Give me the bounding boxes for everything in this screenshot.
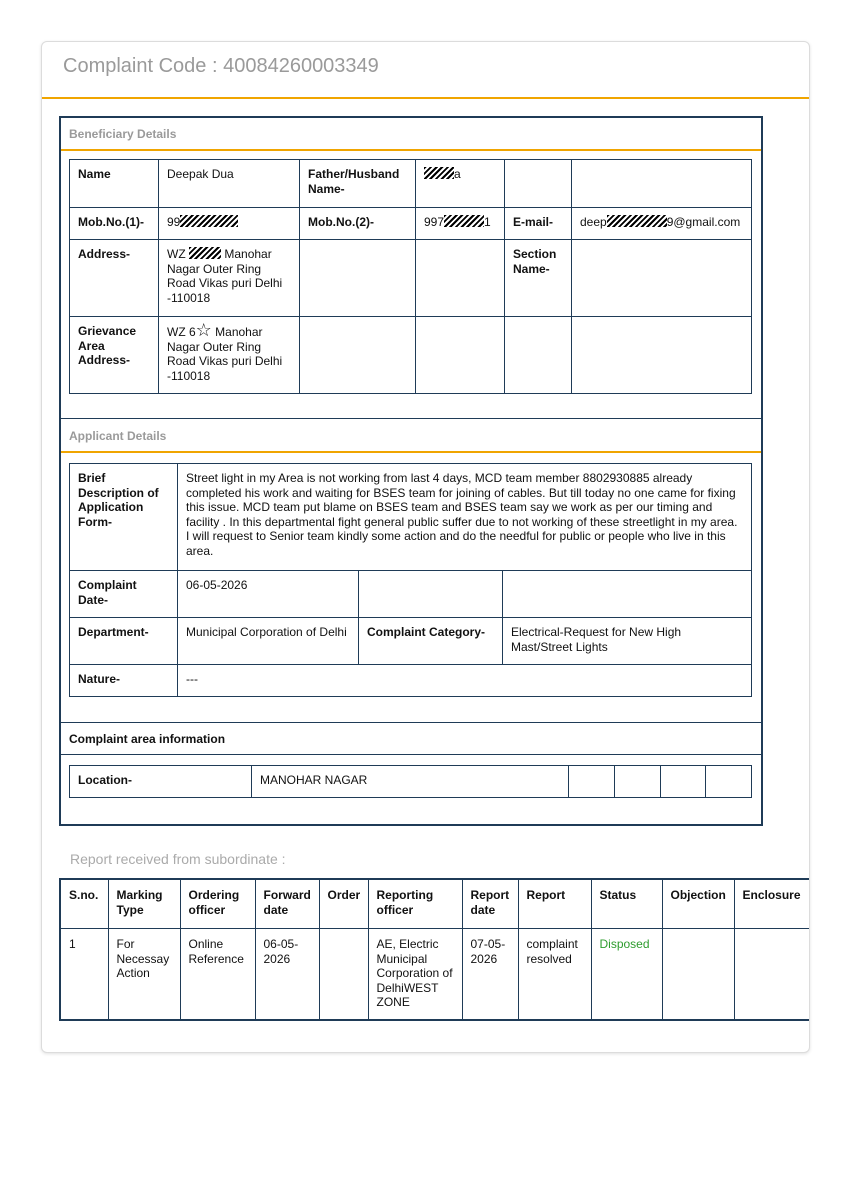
col-status: Status [591,879,662,929]
redaction-mark [444,215,484,227]
beneficiary-section [59,116,763,420]
department-value: Municipal Corporation of Delhi [178,618,359,665]
card-header [42,42,809,99]
father-value-suffix: a [454,167,461,181]
section-rule [61,451,761,453]
email-suffix: 9@gmail.com [666,215,741,229]
col-order: Order [319,879,368,929]
mob1-label: Mob.No.(1)- [70,208,159,240]
table-row [60,929,809,1021]
email-prefix: deep [580,215,607,229]
grievance-label: Grievance Area Address- [70,317,159,394]
col-sno: S.no. [60,879,108,929]
cell-sno: 1 [60,929,108,1021]
col-ordering-officer: Ordering officer [180,879,255,929]
beneficiary-table [69,159,752,394]
brief-value: Street light in my Area is not working from last 4 days, MCD team member 8802930885 already completed his work and waiting for BSES team for joining of cables. But till today no one came for fixing this issue. MCD team put blame on BSES team and BSES team say we work as per our timing and facility . In this departmental fight general public suffer due to not working of these streetlight in my area. I will request to Senior team kindly some action and do the needful for public or people who live in this area. [178,464,752,571]
address-value [159,240,300,317]
area-title: Complaint area information [69,732,226,746]
grievance-value [159,317,300,394]
address-label: Address- [70,240,159,317]
grievance-prefix: WZ 6 [167,325,196,339]
col-enclosure: Enclosure [734,879,809,929]
section-name-label: Section Name- [505,240,572,317]
cell-report-date: 07-05-2026 [462,929,518,1021]
father-label: Father/Husband Name- [300,160,416,208]
section-rule [61,149,761,151]
star-scribble-icon: ☆ [195,320,212,340]
name-label: Name [70,160,159,208]
name-value: Deepak Dua [159,160,300,208]
address-prefix: WZ [167,247,186,261]
cell-ordering-officer: Online Reference [180,929,255,1021]
col-forward-date: Forward date [255,879,319,929]
address-rest: Manohar Nagar Outer Ring Road Vikas puri Delhi -110018 [167,247,283,305]
mob2-prefix: 997 [424,215,445,229]
cell-order [319,929,368,1021]
col-report: Report [518,879,591,929]
email-value [572,208,752,240]
nature-value: --- [178,665,752,697]
nature-label: Nature- [70,665,178,697]
grievance-rest: Manohar Nagar Outer Ring Road Vikas puri Delhi -110018 [167,325,283,383]
cell-forward-date: 06-05-2026 [255,929,319,1021]
cell-report: complaint resolved [518,929,591,1021]
applicant-title: Applicant Details [69,429,167,443]
cell-objection [662,929,734,1021]
mob1-prefix: 99 [167,215,181,229]
mob2-suffix: 1 [484,215,491,229]
cell-enclosure [734,929,809,1021]
cell-marking-type: For Necessay Action [108,929,180,1021]
applicant-table [69,463,752,697]
mob2-value [416,208,505,240]
report-table [59,878,809,1021]
mob2-label: Mob.No.(2)- [300,208,416,240]
redaction-mark [189,247,221,259]
col-reporting-officer: Reporting officer [368,879,462,929]
cell-reporting-officer: AE, Electric Municipal Corporation of DelhiWEST ZONE [368,929,462,1021]
location-value: MANOHAR NAGAR [252,766,569,798]
area-table [69,765,752,798]
location-label: Location- [70,766,252,798]
beneficiary-title: Beneficiary Details [69,127,177,141]
redaction-mark [424,167,454,179]
category-value: Electrical-Request for New High Mast/Street Lights [503,618,752,665]
report-title: Report received from subordinate : [70,851,286,867]
area-section [59,722,763,826]
section-rule [61,754,761,755]
brief-label: Brief Description of Application Form- [70,464,178,571]
category-label: Complaint Category- [359,618,503,665]
complaint-code: Complaint Code : 40084260003349 [63,55,379,77]
email-label: E-mail- [505,208,572,240]
col-objection: Objection [662,879,734,929]
report-header-row [60,879,809,929]
redaction-mark [180,215,238,227]
mob1-value [159,208,300,240]
complaint-date-label: Complaint Date- [70,571,178,618]
redaction-mark [607,215,667,227]
status-badge: Disposed [591,929,662,1021]
department-label: Department- [70,618,178,665]
complaint-date-value: 06-05-2026 [178,571,359,618]
applicant-section [59,418,763,723]
col-marking-type: Marking Type [108,879,180,929]
col-report-date: Report date [462,879,518,929]
father-value [416,160,505,208]
